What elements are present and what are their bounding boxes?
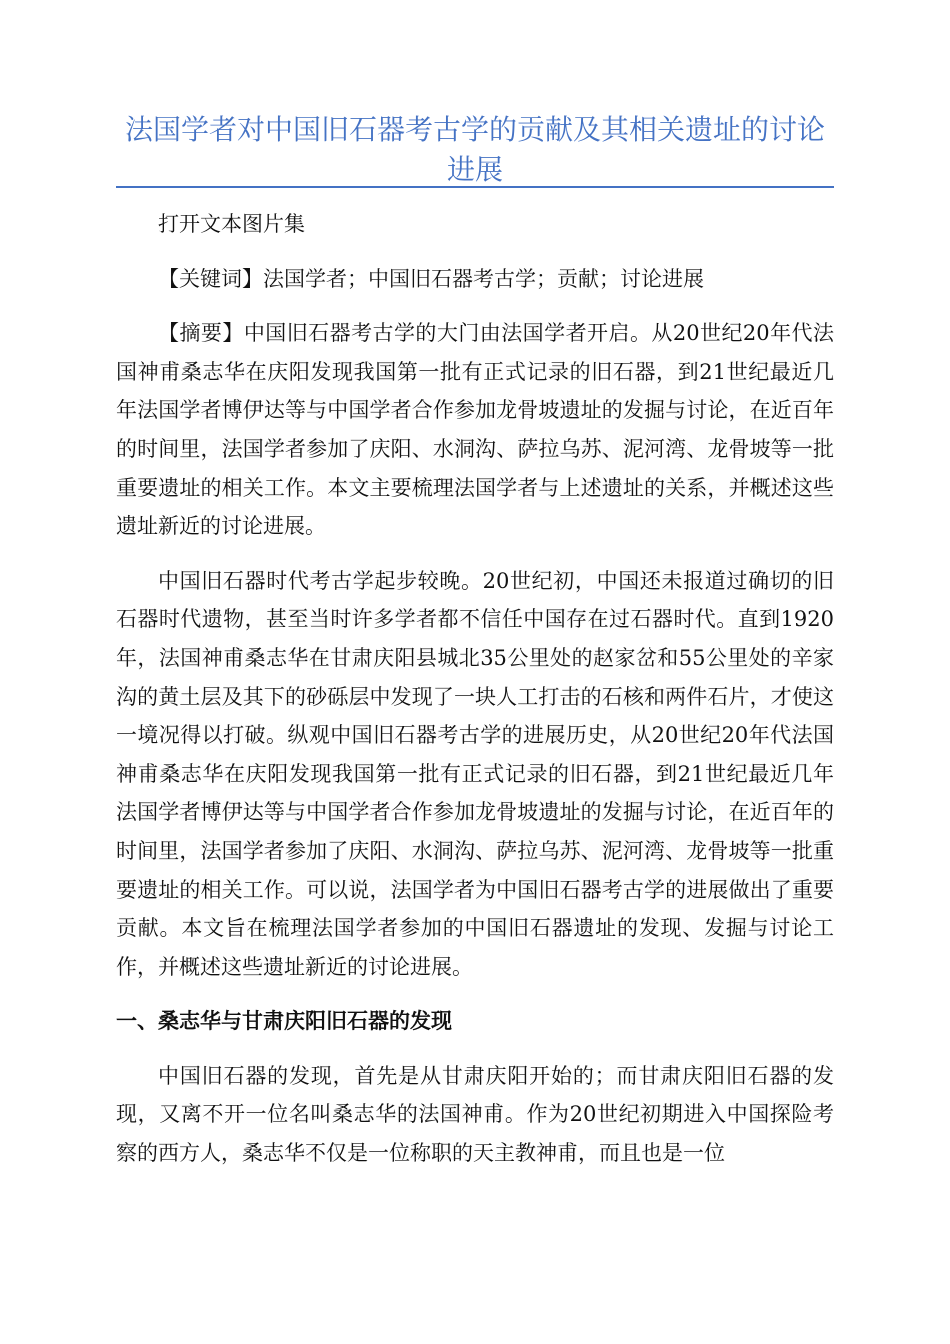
- section-heading: 一、桑志华与甘肃庆阳旧石器的发现: [116, 1008, 452, 1034]
- keywords-text: 法国学者；中国旧石器考古学；贡献；讨论进展: [263, 266, 704, 291]
- keywords-paragraph: [116, 260, 834, 299]
- document-body: [116, 205, 834, 1189]
- keywords-label: 【关键词】: [158, 266, 263, 291]
- document-title: 法国学者对中国旧石器考古学的贡献及其相关遗址的讨论进展: [124, 113, 825, 186]
- title-underline: [116, 186, 834, 188]
- gallery-link[interactable]: 打开文本图片集: [158, 212, 305, 236]
- intro-paragraph: 中国旧石器时代考古学起步较晚。20世纪初，中国还未报道过确切的旧石器时代遗物，甚至当时许多学者都不信任中国存在过石器时代。直到1920年，法国神甫桑志华在甘肃庆阳县城北35公里处的赵家岔和55公里处的辛家沟的黄土层及其下的砂砾层中发现了一块人工打击的石核和两件石片，才使这一境况得以打破。纵观中国旧石器考古学的进展历史，从20世纪20年代法国神甫桑志华在庆阳发现我国第一批有正式记录的旧石器，到21世纪最近几年法国学者博伊达等与中国学者合作参加龙骨坡遗址的发掘与讨论，在近百年的时间里，法国学者参加了庆阳、水洞沟、萨拉乌苏、泥河湾、龙骨坡等一批重要遗址的相关工作。可以说，法国学者为中国旧石器考古学的进展做出了重要贡献。本文旨在梳理法国学者参加的中国旧石器遗址的发现、发掘与讨论工作，并概述这些遗址新近的讨论进展。: [116, 568, 834, 979]
- section-paragraph: 中国旧石器的发现，首先是从甘肃庆阳开始的；而甘肃庆阳旧石器的发现，又离不开一位名叫桑志华的法国神甫。作为20世纪初期进入中国探险考察的西方人，桑志华不仅是一位称职的天主教神甫，而且也是一位: [116, 1063, 834, 1166]
- abstract-text: 中国旧石器考古学的大门由法国学者开启。从20世纪20年代法国神甫桑志华在庆阳发现我国第一批有正式记录的旧石器，到21世纪最近几年法国学者博伊达等与中国学者合作参加龙骨坡遗址的发掘与讨论，在近百年的时间里，法国学者参加了庆阳、水洞沟、萨拉乌苏、泥河湾、龙骨坡等一批重要遗址的相关工作。本文主要梳理法国学者与上述遗址的关系，并概述这些遗址新近的讨论进展。: [116, 321, 834, 539]
- abstract-label: 【摘要】: [158, 321, 244, 346]
- abstract-paragraph: [116, 314, 834, 546]
